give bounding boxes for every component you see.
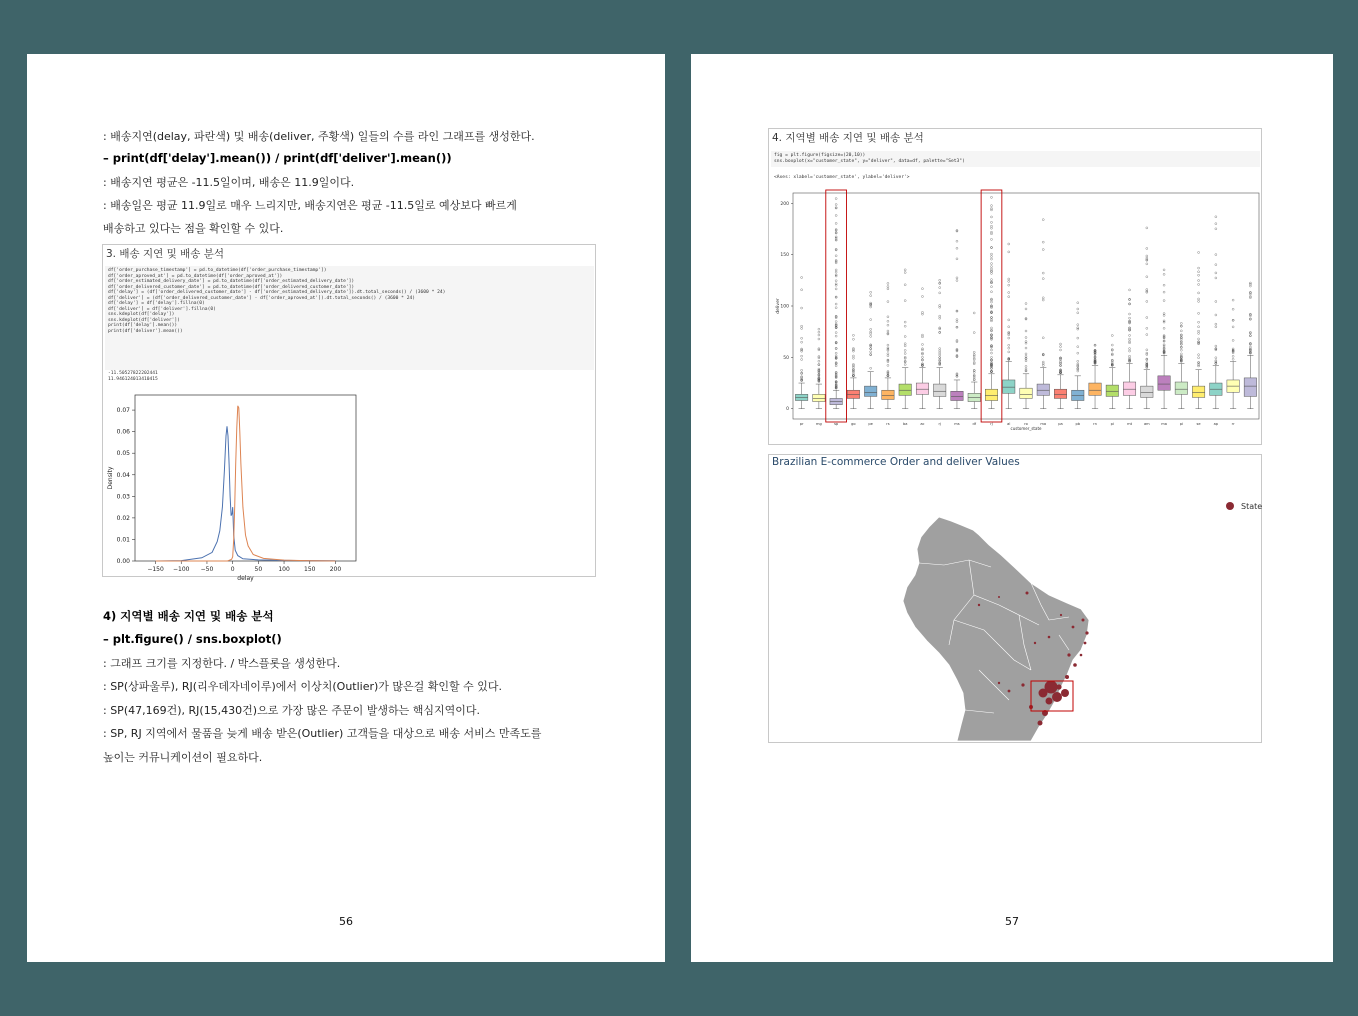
brazil-map (769, 455, 1261, 742)
text-line: : 배송지연(delay, 파란색) 및 배송(deliver, 주황색) 일들의 수를 라인 그래프를 생성한다. (103, 130, 535, 143)
x-tick-label: pe (868, 422, 873, 426)
page-number: 56 (339, 915, 353, 928)
section-heading: 4) 지역별 배송 지연 및 배송 분석 (103, 609, 274, 623)
output-line: -11.50527822202441 (108, 371, 158, 376)
y-tick-label: 0 (786, 407, 789, 413)
state-order-dot (1065, 675, 1069, 679)
x-axis-label: customer_state (1010, 426, 1042, 431)
text-line: : 그래프 크기를 지정한다. / 박스플롯을 생성한다. (103, 657, 341, 670)
state-order-dot (1061, 689, 1069, 697)
code-line: df['delay'] = (df['order_delivered_customer_date'] - df['order_estimated_delivery_date']).dt.total_seconds() / (3600 * 24) (108, 290, 446, 296)
code-line: sns.kdeplot(df['deliver']) (108, 317, 180, 323)
x-tick-label: ms (954, 422, 960, 426)
y-tick-label: 0.00 (116, 558, 130, 565)
x-tick-label: df (972, 422, 976, 426)
code-cell (105, 266, 594, 370)
code-line: df['order_estimated_delivery_date'] = pd.to_datetime(df['order_estimated_delivery_date']) (108, 279, 355, 285)
legend-dot (1226, 502, 1234, 510)
box (1089, 383, 1101, 395)
x-tick-label: −100 (173, 566, 190, 573)
output-line: 11.946124013410415 (108, 376, 158, 382)
x-tick-label: se (1196, 422, 1201, 426)
x-tick-label: al (1007, 422, 1011, 426)
text-line: : 배송지연 평균은 -11.5일이며, 배송은 11.9일이다. (103, 176, 355, 189)
x-tick-label: mg (815, 422, 822, 426)
x-tick-label: −50 (200, 566, 214, 573)
box (1054, 389, 1066, 398)
box (1244, 378, 1256, 396)
page-56 (27, 54, 665, 962)
state-order-dot (1073, 663, 1077, 667)
x-axis-label: delay (237, 575, 254, 582)
text-line: : 배송일은 평균 11.9일로 매우 느리지만, 배송지연은 평균 -11.5일로 예상보다 빠르게 (103, 199, 517, 212)
x-tick-label: −150 (147, 566, 164, 573)
x-tick-label: mt (1127, 422, 1133, 426)
boxplot-chart (769, 187, 1261, 443)
box (1020, 388, 1032, 398)
y-tick-label: 100 (780, 304, 789, 310)
box (864, 386, 876, 396)
function-line: – plt.figure() / sns.boxplot() (103, 632, 282, 646)
code-line: fig = plt.figure(figsize=(20,10)) (774, 153, 866, 158)
code-output (108, 371, 158, 382)
state-order-dot (1008, 690, 1011, 693)
box (813, 394, 825, 401)
state-order-dot (1067, 653, 1070, 656)
box (1192, 386, 1204, 397)
state-order-dot (1060, 614, 1062, 616)
state-order-dot (1085, 631, 1088, 634)
map-panel (768, 454, 1262, 743)
y-tick-label: 0.07 (116, 407, 130, 415)
x-tick-label: go (851, 422, 856, 426)
text-line: : SP(상파울루), RJ(리우데자네이루)에서 이상치(Outlier)가 많은걸 확인할 수 있다. (103, 680, 503, 693)
state-order-dot (1072, 626, 1075, 629)
state-order-dot (1052, 692, 1062, 702)
box (1106, 385, 1118, 396)
box (1175, 382, 1187, 394)
box (933, 384, 945, 396)
code-line: df['order_aproved_at'] = pd.to_datetime(df['order_aproved_at']) (108, 273, 283, 279)
state-order-dot (1084, 642, 1087, 645)
x-tick-label: ba (902, 422, 908, 426)
x-tick-label: rr (1231, 422, 1235, 426)
x-tick-label: sp (834, 422, 839, 426)
text-line: : SP(47,169건), RJ(15,430건)으로 가장 많은 주문이 발생하는 핵심지역이다. (103, 704, 480, 717)
x-tick-label: pi (1179, 422, 1183, 426)
box (1158, 376, 1170, 390)
box (882, 390, 894, 399)
state-order-dot (1080, 654, 1083, 657)
x-tick-label: 0 (230, 566, 235, 573)
y-tick-label: 0.03 (116, 493, 130, 501)
y-tick-label: 200 (780, 201, 789, 207)
y-tick-label: 0.05 (116, 450, 130, 458)
x-tick-label: am (1143, 422, 1150, 426)
x-tick-label: ap (1213, 422, 1219, 426)
y-axis-label: deliver (776, 298, 781, 314)
code-line: print(df['delay'].mean()) (108, 323, 178, 329)
box (916, 383, 928, 394)
y-tick-label: 0.04 (116, 471, 130, 479)
panel-title: 3. 배송 지연 및 배송 분석 (106, 248, 224, 260)
x-tick-label: 50 (254, 566, 263, 573)
text-line: : SP, RJ 지역에서 물품을 늦게 배송 받은(Outlier) 고객들을 대상으로 배송 서비스 만족도를 (103, 727, 542, 740)
code-cell (771, 151, 1260, 167)
boxplot-panel (768, 128, 1262, 445)
box (1141, 386, 1153, 397)
x-tick-label: rs (886, 422, 890, 426)
x-tick-label: pa (1058, 422, 1063, 426)
box (951, 391, 963, 400)
y-tick-label: 150 (780, 253, 789, 259)
x-tick-label: rj (938, 422, 941, 426)
function-line: – print(df['delay'].mean()) / print(df['deliver'].mean()) (103, 151, 452, 165)
x-tick-label: rj (990, 422, 993, 426)
text-line: 배송하고 있다는 점을 확인할 수 있다. (103, 222, 284, 235)
code-line: print(df['deliver'].mean()) (108, 329, 183, 335)
x-tick-label: ma (1040, 422, 1047, 426)
code-output: <Axes: xlabel='customer_state', ylabel='deliver'> (774, 175, 910, 180)
code-line: df['deliver'] = df['deliver'].fillna(0) (108, 306, 216, 312)
map-title: Brazilian E-commerce Order and deliver Values (772, 456, 1020, 468)
state-order-dot (1046, 698, 1053, 705)
box (985, 389, 997, 400)
state-order-dot (1045, 681, 1058, 694)
x-tick-label: rn (1093, 422, 1097, 426)
y-axis-label: Density (107, 466, 114, 490)
x-tick-label: 200 (329, 566, 342, 573)
box (1123, 382, 1135, 395)
code-line: sns.kdeplot(df['delay']) (108, 312, 175, 318)
code-line: df['order_purchase_timestamp'] = pd.to_datetime(df['order_purchase_timestamp']) (108, 268, 327, 273)
delay-analysis-panel (102, 244, 596, 582)
x-tick-label: pb (1075, 422, 1081, 426)
code-line: sns.boxplot(x="customer_state", y="deliver", data=df, palette="Set3") (774, 158, 965, 164)
panel-title: 4. 지역별 배송 지연 및 배송 분석 (772, 132, 924, 144)
state-order-dot (998, 596, 1000, 598)
text-line: 높이는 커뮤니케이션이 필요하다. (103, 751, 263, 764)
code-line: df['order_delivered_customer_date'] = pd.to_datetime(df['order_delivered_customer_date']) (108, 284, 355, 290)
code-line: df['delay'] = df['delay'].fillna(0) (108, 301, 205, 307)
page-57 (691, 54, 1333, 962)
y-tick-label: 0.06 (116, 428, 130, 436)
x-tick-label: pi (1110, 422, 1114, 426)
x-tick-label: ma (1161, 422, 1167, 426)
state-order-dot (1026, 592, 1029, 595)
box (899, 384, 911, 395)
x-tick-label: pr (799, 422, 804, 426)
legend-label: State (1241, 502, 1263, 511)
box (1003, 380, 1015, 393)
box (1037, 384, 1049, 395)
y-tick-label: 0.01 (116, 536, 130, 544)
x-tick-label: 100 (278, 566, 290, 573)
state-order-dot (1034, 642, 1036, 644)
state-order-dot (1082, 619, 1085, 622)
state-order-dot (1048, 636, 1051, 639)
state-order-dot (978, 604, 980, 606)
state-order-dot (1038, 721, 1043, 726)
state-order-dot (1021, 683, 1024, 686)
code-line: df['deliver'] = (df['order_delivered_customer_date'] - df['order_aproved_at']).dt.total_seconds() / (3600 * 24) (108, 295, 415, 301)
page-number: 57 (1005, 915, 1019, 928)
kde-chart (103, 383, 403, 582)
south-america-landmass (903, 517, 1089, 741)
x-tick-label: 150 (304, 566, 316, 573)
x-tick-label: ac (920, 422, 925, 426)
state-order-dot (998, 682, 1000, 684)
x-tick-label: ro (1024, 422, 1028, 426)
y-tick-label: 0.02 (116, 514, 130, 522)
y-tick-label: 50 (783, 355, 789, 361)
